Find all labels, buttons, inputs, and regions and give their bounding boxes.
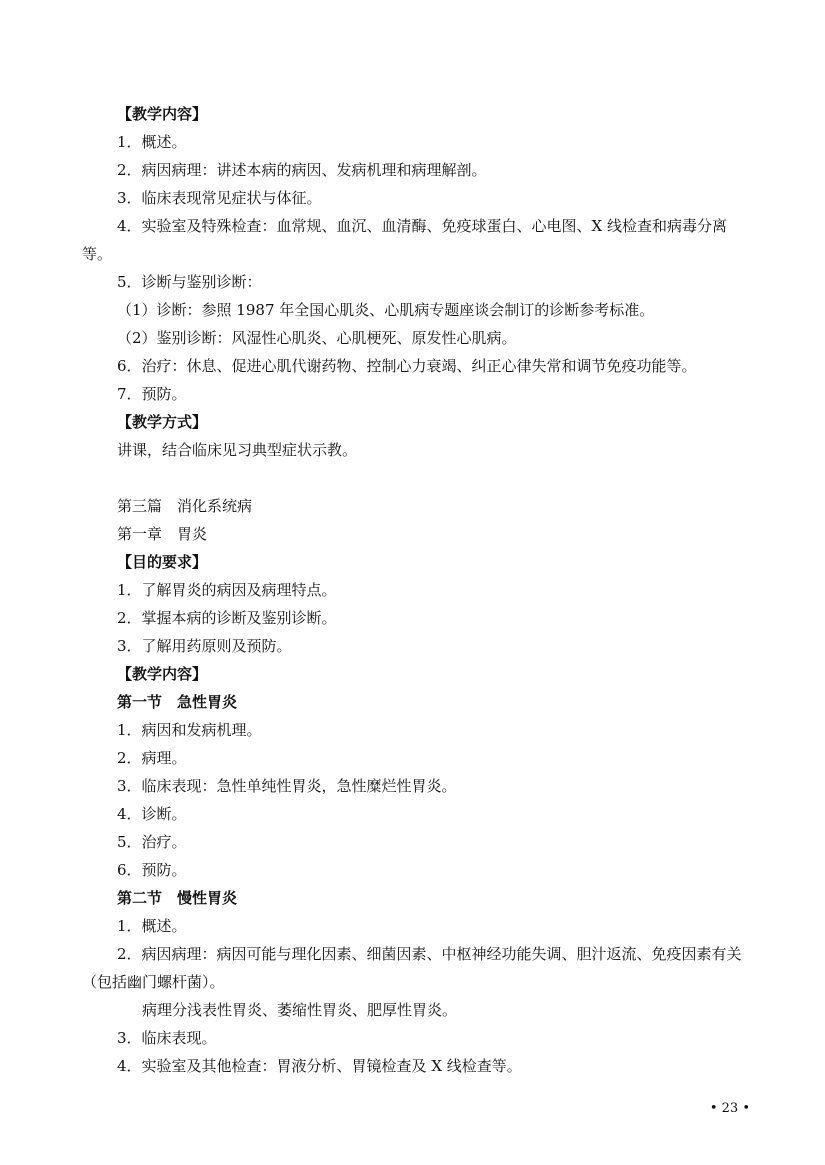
paragraph: 讲课，结合临床见习典型症状示教。 <box>117 441 358 459</box>
list-item: 6．预防。 <box>117 861 187 879</box>
list-item: 4．诊断。 <box>117 805 187 823</box>
chapter-title: 第一章 胃炎 <box>117 525 208 543</box>
subsection-title: 第一节 急性胃炎 <box>117 693 238 711</box>
list-item: （1）诊断：参照 1987 年全国心肌炎、心肌病专题座谈会制订的诊断参考标准。 <box>117 301 655 319</box>
section-heading-objectives: 【目的要求】 <box>117 553 208 571</box>
list-item: 7．预防。 <box>117 385 187 403</box>
list-item: 2．掌握本病的诊断及鉴别诊断。 <box>117 609 337 627</box>
section-heading-teaching-content: 【教学内容】 <box>117 105 208 123</box>
section-heading-teaching-content: 【教学内容】 <box>117 665 208 683</box>
list-item: 2．病因病理：病因可能与理化因素、细菌因素、中枢神经功能失调、胆汁返流、免疫因素有关（包括幽门螺杆菌）。 <box>82 945 742 991</box>
list-item: 1．了解胃炎的病因及病理特点。 <box>117 581 337 599</box>
list-item: 4．实验室及其他检查：胃液分析、胃镜检查及 X 线检查等。 <box>117 1057 522 1075</box>
list-item: 5．治疗。 <box>117 833 187 851</box>
list-item: 4．实验室及特殊检查：血常规、血沉、血清酶、免疫球蛋白、心电图、X 线检查和病毒分离等。 <box>82 217 727 263</box>
section-heading-teaching-method: 【教学方式】 <box>117 413 208 431</box>
list-item: 3．临床表现常见症状与体征。 <box>117 189 322 207</box>
list-item: 1．病因和发病机理。 <box>117 721 262 739</box>
list-item: 1．概述。 <box>117 917 187 935</box>
part-title: 第三篇 消化系统病 <box>117 497 253 515</box>
list-item: 6．治疗：休息、促进心肌代谢药物、控制心力衰竭、纠正心律失常和调节免疫功能等。 <box>117 357 697 375</box>
list-item: 1．概述。 <box>117 133 187 151</box>
list-item: 5．诊断与鉴别诊断： <box>117 273 262 291</box>
page-number: • 23 • <box>709 1101 750 1116</box>
subsection-title: 第二节 慢性胃炎 <box>117 889 238 907</box>
list-item: 3．临床表现。 <box>117 1029 217 1047</box>
list-item: 2．病理。 <box>117 749 187 767</box>
list-item: 3．临床表现：急性单纯性胃炎，急性糜烂性胃炎。 <box>117 777 457 795</box>
list-item: 3．了解用药原则及预防。 <box>117 637 292 655</box>
list-item: （2）鉴别诊断：风湿性心肌炎、心肌梗死、原发性心肌病。 <box>117 329 517 347</box>
paragraph: 病理分浅表性胃炎、萎缩性胃炎、肥厚性胃炎。 <box>142 1001 458 1019</box>
list-item: 2．病因病理：讲述本病的病因、发病机理和病理解剖。 <box>117 161 487 179</box>
